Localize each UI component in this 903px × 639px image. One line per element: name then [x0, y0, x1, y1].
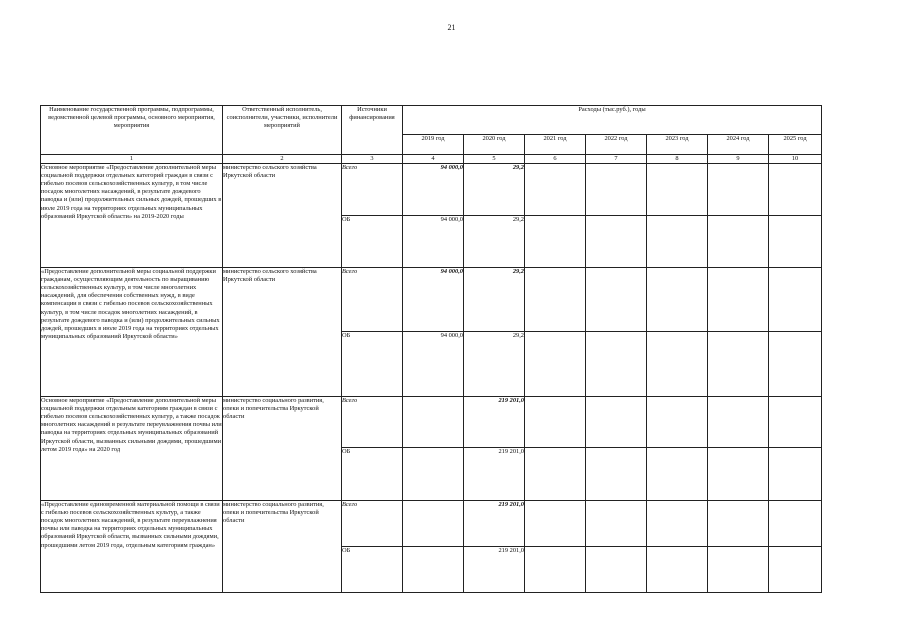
executor: министерство сельского хозяйства Иркутской области: [223, 268, 342, 397]
value-cell: [403, 547, 464, 593]
column-number: 3: [342, 155, 403, 164]
value-cell: [525, 501, 586, 547]
source-ob: ОБ: [342, 216, 403, 268]
header-year: 2019 год: [403, 135, 464, 155]
value-cell: [647, 164, 708, 216]
measure-name: Основное мероприятие «Предоставление дополнительной меры социальной поддержки отдельным категориям граждан в связи с гибелью посевов сельскохозяйственных культур, а также посадок многолетних насаждений в результате переувлажнения почвы или паводка на территориях отдельных муниципальных образований Иркутской области, вызванных сильными дождями, прошедшими летом 2019 года» на 2020 год: [41, 397, 223, 501]
value-cell: 94 000,0: [403, 268, 464, 332]
value-cell: [647, 216, 708, 268]
value-cell: [769, 216, 822, 268]
value-cell: [769, 547, 822, 593]
value-cell: 219 201,0: [464, 547, 525, 593]
value-cell: [525, 268, 586, 332]
column-number: 4: [403, 155, 464, 164]
executor: министерство сельского хозяйства Иркутской области: [223, 164, 342, 268]
value-cell: [708, 268, 769, 332]
column-number: 5: [464, 155, 525, 164]
value-cell: [525, 216, 586, 268]
value-cell: [525, 448, 586, 501]
source-total: Всего: [342, 164, 403, 216]
value-cell: [708, 501, 769, 547]
value-cell: 219 201,0: [464, 501, 525, 547]
value-cell: [586, 268, 647, 332]
executor: министерство социального развития, опеки и попечительства Иркутской области: [223, 501, 342, 593]
value-cell: 219 201,0: [464, 448, 525, 501]
header-year: 2022 год: [586, 135, 647, 155]
source-total: Всего: [342, 268, 403, 332]
column-number: 9: [708, 155, 769, 164]
source-ob: ОБ: [342, 332, 403, 397]
header-year: 2023 год: [647, 135, 708, 155]
header-source: Источники финансирования: [342, 106, 403, 155]
value-cell: [586, 216, 647, 268]
value-cell: [647, 547, 708, 593]
value-cell: 29,2: [464, 164, 525, 216]
column-number: 1: [41, 155, 223, 164]
value-cell: [586, 332, 647, 397]
header-expenses: Расходы (тыс.руб.), годы: [403, 106, 822, 135]
column-number: 7: [586, 155, 647, 164]
table-row: [41, 397, 822, 448]
value-cell: [647, 268, 708, 332]
source-ob: ОБ: [342, 547, 403, 593]
source-ob: ОБ: [342, 448, 403, 501]
value-cell: 219 201,0: [464, 397, 525, 448]
measure-name: «Предоставление единовременной материальной помощи в связи с гибелью посевов сельскохозяйственных культур, а также посадок многолетних насаждений, в результате переувлажнения почвы или паводка на территориях отдельных муниципальных образований Иркутской области, вызванных сильными дождями, прошедшими летом 2019 года, отдельным категориям граждан»: [41, 501, 223, 593]
source-total: Всего: [342, 397, 403, 448]
column-number: 2: [223, 155, 342, 164]
table-row: [41, 164, 822, 216]
value-cell: 29,2: [464, 332, 525, 397]
value-cell: [769, 164, 822, 216]
value-cell: 94 000,0: [403, 164, 464, 216]
header-year: 2025 год: [769, 135, 822, 155]
value-cell: [586, 501, 647, 547]
value-cell: [586, 547, 647, 593]
header-year: 2021 год: [525, 135, 586, 155]
value-cell: [769, 332, 822, 397]
value-cell: [708, 216, 769, 268]
value-cell: [586, 397, 647, 448]
value-cell: [769, 448, 822, 501]
value-cell: [647, 501, 708, 547]
value-cell: [708, 448, 769, 501]
header-year: 2020 год: [464, 135, 525, 155]
value-cell: 94 000,0: [403, 332, 464, 397]
column-number: 10: [769, 155, 822, 164]
value-cell: [586, 164, 647, 216]
budget-table: [40, 105, 822, 593]
value-cell: [525, 397, 586, 448]
column-number-row: [41, 155, 822, 164]
value-cell: [708, 332, 769, 397]
value-cell: [647, 397, 708, 448]
value-cell: [769, 397, 822, 448]
value-cell: [647, 332, 708, 397]
source-total: Всего: [342, 501, 403, 547]
column-number: 8: [647, 155, 708, 164]
measure-name: «Предоставление дополнительной меры социальной поддержки гражданам, осуществляющим деятельность по выращиванию сельскохозяйственных культур, в том числе многолетних насаждений, для обеспечения собственных нужд, в виде компенсации в связи с гибелью посевов сельскохозяйственных культур, в том числе посадок многолетних насаждений, в результате дождевого паводка и (или) продолжительных сильных дождей, прошедших в июле 2019 года на территориях отдельных муниципальных образований Иркутской области»: [41, 268, 223, 397]
value-cell: 29,2: [464, 268, 525, 332]
column-number: 6: [525, 155, 586, 164]
page-number: 21: [447, 23, 456, 32]
value-cell: 29,2: [464, 216, 525, 268]
executor: министерство социального развития, опеки и попечительства Иркутской области: [223, 397, 342, 501]
header-name: Наименование государственной программы, подпрограммы, ведомственной целевой программы, основного мероприятия, мероприятия: [41, 106, 223, 155]
value-cell: [403, 501, 464, 547]
value-cell: [403, 448, 464, 501]
header-executor: Ответственный исполнитель, соисполнители, участники, исполнители мероприятий: [223, 106, 342, 155]
value-cell: [708, 164, 769, 216]
value-cell: 94 000,0: [403, 216, 464, 268]
value-cell: [525, 164, 586, 216]
value-cell: [647, 448, 708, 501]
value-cell: [525, 332, 586, 397]
value-cell: [769, 501, 822, 547]
header-year: 2024 год: [708, 135, 769, 155]
value-cell: [769, 268, 822, 332]
value-cell: [403, 397, 464, 448]
table-row: [41, 268, 822, 332]
value-cell: [708, 397, 769, 448]
value-cell: [525, 547, 586, 593]
value-cell: [708, 547, 769, 593]
value-cell: [586, 448, 647, 501]
table-row: [41, 501, 822, 547]
measure-name: Основное мероприятие «Предоставление дополнительной меры социальной поддержки отдельных категорий граждан в связи с гибелью посевов сельскохозяйственных культур, в том числе посадок многолетних насаждений, в результате дождевого паводка и (или) продолжительных сильных дождей, прошедших в июле 2019 года на территориях отдельных муниципальных образований Иркутской области» на 2019-2020 годы: [41, 164, 223, 268]
